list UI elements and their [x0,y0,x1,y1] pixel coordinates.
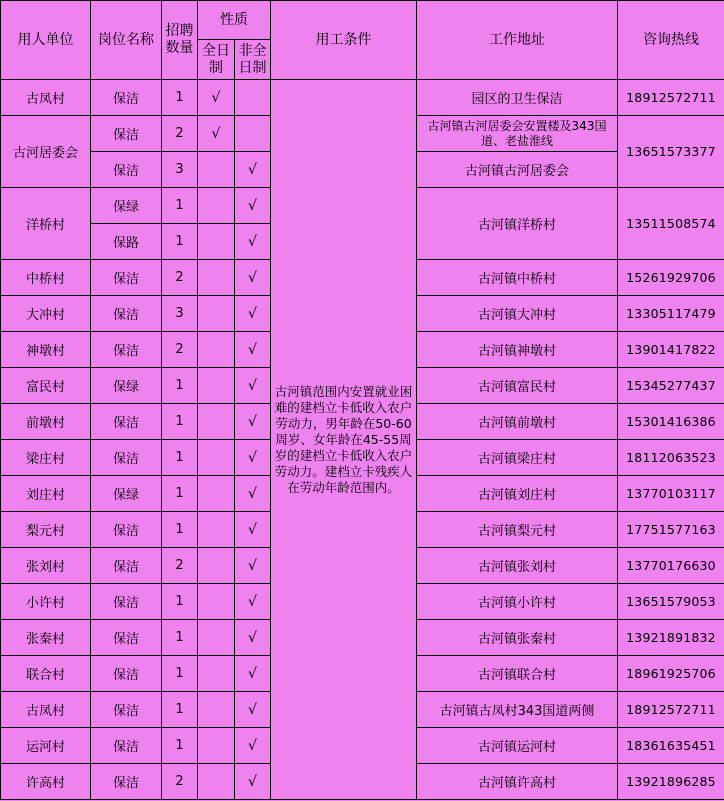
conditions-cell: 古河镇范围内安置就业困难的建档立卡低收入农户劳动力，男年龄在50-60周岁、女年龄在45-55周岁的建档立卡低收入农户劳动力。建档立卡残疾人在劳动年龄范围内。 [271,80,417,800]
unit-cell: 梨元村 [1,512,91,548]
table-body [1,80,724,800]
part-time-cell: √ [235,332,271,368]
phone-cell: 18961925706 [618,656,724,692]
post-cell: 保洁 [91,152,162,188]
phone-cell: 13651579053 [618,584,724,620]
full-time-cell [198,260,235,296]
count-cell: 1 [162,188,198,224]
count-cell: 1 [162,368,198,404]
full-time-cell [198,224,235,260]
part-time-cell: √ [235,404,271,440]
unit-cell: 大冲村 [1,296,91,332]
phone-cell: 18912572711 [618,692,724,728]
address-cell: 古河镇洋桥村 [417,188,618,260]
post-cell: 保洁 [91,584,162,620]
phone-cell: 13305117479 [618,296,724,332]
phone-cell: 18361635451 [618,728,724,764]
address-cell: 古河镇神墩村 [417,332,618,368]
address-cell: 古河镇联合村 [417,656,618,692]
post-cell: 保绿 [91,368,162,404]
address-cell: 古河镇刘庄村 [417,476,618,512]
full-time-cell [198,692,235,728]
address-cell: 古河镇张刘村 [417,548,618,584]
phone-cell: 13770103117 [618,476,724,512]
post-cell: 保洁 [91,116,162,152]
count-cell: 1 [162,728,198,764]
count-cell: 1 [162,80,198,116]
phone-cell: 15261929706 [618,260,724,296]
full-time-cell [198,728,235,764]
unit-cell: 中桥村 [1,260,91,296]
part-time-cell: √ [235,548,271,584]
part-time-cell: √ [235,512,271,548]
unit-cell: 刘庄村 [1,476,91,512]
address-cell: 古河镇运河村 [417,728,618,764]
phone-cell: 13511508574 [618,188,724,260]
post-cell: 保洁 [91,548,162,584]
address-cell: 古河镇富民村 [417,368,618,404]
full-time-cell: √ [198,80,235,116]
post-cell: 保洁 [91,80,162,116]
part-time-cell: √ [235,260,271,296]
post-cell: 保洁 [91,260,162,296]
full-time-cell [198,404,235,440]
post-cell: 保路 [91,224,162,260]
count-cell: 3 [162,296,198,332]
part-time-cell: √ [235,584,271,620]
header-unit: 用人单位 [1,1,91,80]
post-cell: 保洁 [91,656,162,692]
unit-cell: 前墩村 [1,404,91,440]
full-time-cell [198,476,235,512]
unit-cell: 许高村 [1,764,91,800]
post-cell: 保绿 [91,476,162,512]
address-cell: 古河镇古河居委会 [417,152,618,188]
full-time-cell [198,440,235,476]
count-cell: 3 [162,152,198,188]
unit-cell: 古河居委会 [1,116,91,188]
post-cell: 保洁 [91,512,162,548]
post-cell: 保洁 [91,692,162,728]
count-cell: 1 [162,584,198,620]
post-cell: 保洁 [91,764,162,800]
address-cell: 古河镇前墩村 [417,404,618,440]
phone-cell: 13901417822 [618,332,724,368]
post-cell: 保洁 [91,296,162,332]
part-time-cell: √ [235,764,271,800]
header-conditions: 用工条件 [271,1,417,80]
count-cell: 2 [162,116,198,152]
count-cell: 1 [162,692,198,728]
part-time-cell [235,80,271,116]
count-cell: 1 [162,404,198,440]
full-time-cell [198,152,235,188]
full-time-cell [198,584,235,620]
header-nature: 性质 [198,1,271,40]
unit-cell: 富民村 [1,368,91,404]
address-cell: 古河镇张秦村 [417,620,618,656]
full-time-cell [198,512,235,548]
address-cell: 园区的卫生保洁 [417,80,618,116]
header-full-time: 全日制 [198,40,235,80]
unit-cell: 联合村 [1,656,91,692]
part-time-cell: √ [235,620,271,656]
post-cell: 保洁 [91,404,162,440]
part-time-cell: √ [235,440,271,476]
full-time-cell [198,188,235,224]
count-cell: 1 [162,440,198,476]
address-cell: 古河镇中桥村 [417,260,618,296]
count-cell: 2 [162,548,198,584]
header-count: 招聘数量 [162,1,198,80]
table-row [1,80,724,116]
phone-cell: 15301416386 [618,404,724,440]
unit-cell: 张秦村 [1,620,91,656]
address-cell: 古河镇古凤村343国道两侧 [417,692,618,728]
header-post: 岗位名称 [91,1,162,80]
address-cell: 古河镇古河居委会安置楼及343国道、老盐淮线 [417,116,618,152]
post-cell: 保洁 [91,728,162,764]
part-time-cell: √ [235,188,271,224]
phone-cell: 18112063523 [618,440,724,476]
phone-cell: 17751577163 [618,512,724,548]
part-time-cell: √ [235,728,271,764]
full-time-cell [198,656,235,692]
count-cell: 1 [162,476,198,512]
header-address: 工作地址 [417,1,618,80]
part-time-cell: √ [235,368,271,404]
part-time-cell: √ [235,224,271,260]
post-cell: 保洁 [91,620,162,656]
address-cell: 古河镇梨元村 [417,512,618,548]
part-time-cell: √ [235,656,271,692]
address-cell: 古河镇许高村 [417,764,618,800]
unit-cell: 小许村 [1,584,91,620]
unit-cell: 古凤村 [1,692,91,728]
full-time-cell [198,332,235,368]
part-time-cell: √ [235,296,271,332]
unit-cell: 梁庄村 [1,440,91,476]
unit-cell: 古凤村 [1,80,91,116]
phone-cell: 15345277437 [618,368,724,404]
post-cell: 保绿 [91,188,162,224]
phone-cell: 13921896285 [618,764,724,800]
address-cell: 古河镇小许村 [417,584,618,620]
part-time-cell: √ [235,152,271,188]
part-time-cell [235,116,271,152]
address-cell: 古河镇大冲村 [417,296,618,332]
full-time-cell [198,296,235,332]
unit-cell: 运河村 [1,728,91,764]
full-time-cell: √ [198,116,235,152]
count-cell: 1 [162,224,198,260]
count-cell: 1 [162,620,198,656]
full-time-cell [198,620,235,656]
phone-cell: 13770176630 [618,548,724,584]
header-part-time: 非全日制 [235,40,271,80]
full-time-cell [198,764,235,800]
unit-cell: 神墩村 [1,332,91,368]
part-time-cell: √ [235,692,271,728]
address-cell: 古河镇梁庄村 [417,440,618,476]
count-cell: 2 [162,764,198,800]
full-time-cell [198,548,235,584]
header-hotline: 咨询热线 [618,1,724,80]
phone-cell: 13921891832 [618,620,724,656]
count-cell: 1 [162,512,198,548]
count-cell: 1 [162,656,198,692]
unit-cell: 洋桥村 [1,188,91,260]
full-time-cell [198,368,235,404]
unit-cell: 张刘村 [1,548,91,584]
part-time-cell: √ [235,476,271,512]
phone-cell: 13651573377 [618,116,724,188]
phone-cell: 18912572711 [618,80,724,116]
count-cell: 2 [162,260,198,296]
post-cell: 保洁 [91,332,162,368]
post-cell: 保洁 [91,440,162,476]
count-cell: 2 [162,332,198,368]
